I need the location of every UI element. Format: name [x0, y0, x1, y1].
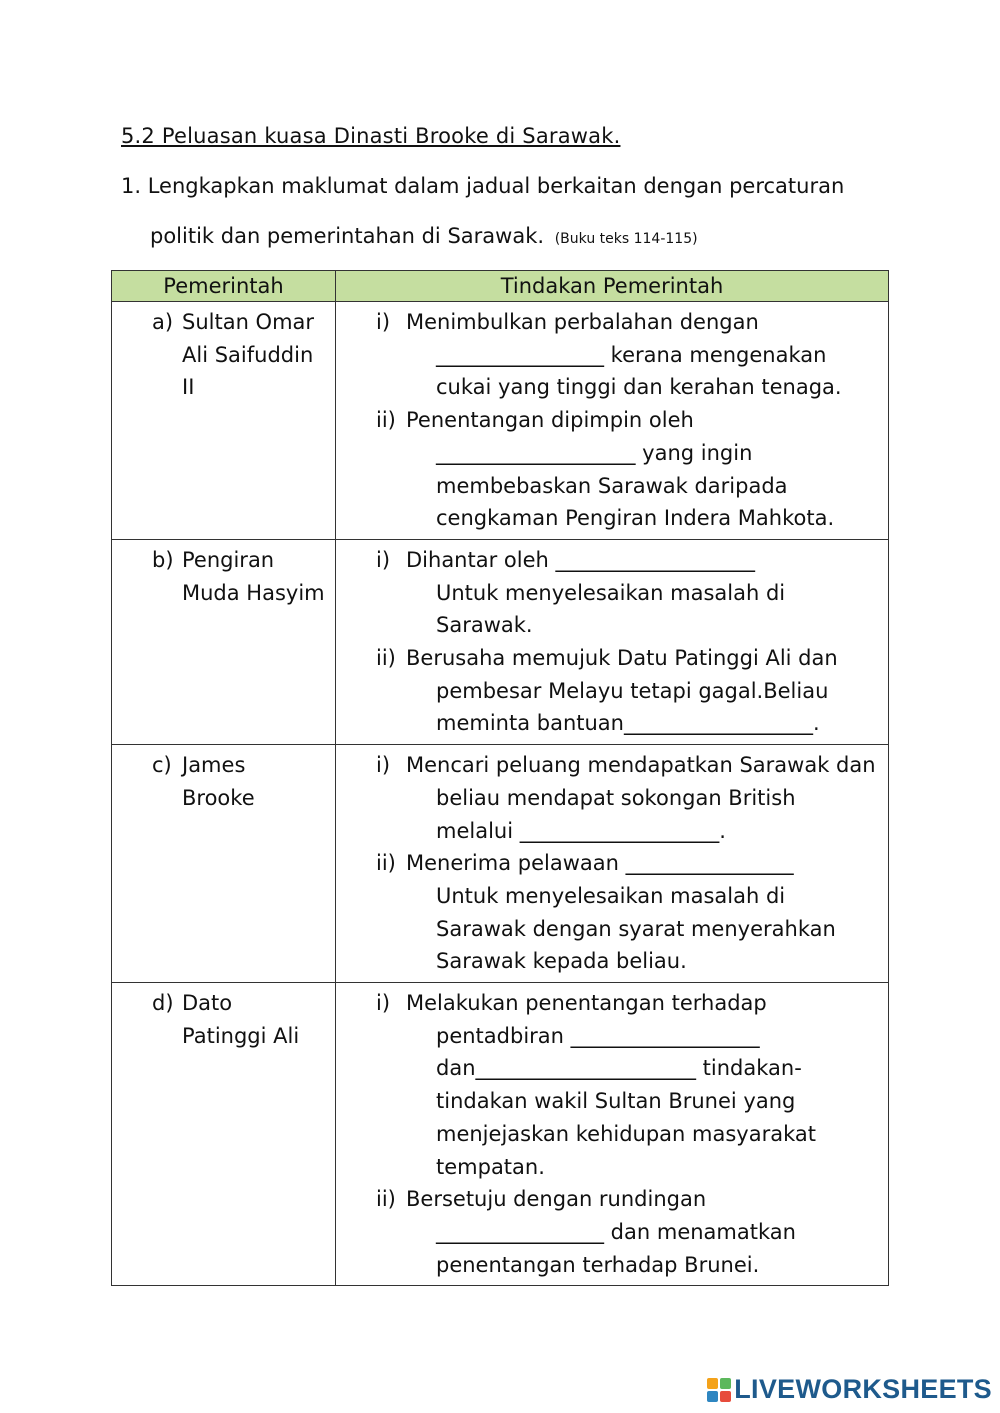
- actions-cell: [336, 983, 889, 1286]
- liveworksheets-branding: [707, 1374, 992, 1405]
- action-item: [336, 749, 888, 847]
- action-text-line: ___________________ yang ingin: [436, 440, 753, 465]
- action-text-line: membebaskan Sarawak daripada: [436, 473, 788, 498]
- ruler-name-line: Pengiran: [182, 547, 275, 572]
- table-header-row: [112, 271, 889, 302]
- ruler-cell: [112, 983, 336, 1286]
- brand-text: LIVEWORKSHEETS: [734, 1374, 992, 1404]
- ruler-cell: [112, 539, 336, 744]
- action-text-line: menjejaskan kehidupan masyarakat: [436, 1121, 816, 1146]
- action-number: ii): [376, 408, 396, 433]
- ruler-name-line: Patinggi Ali: [182, 1023, 300, 1048]
- table-row: [112, 302, 889, 540]
- action-number: ii): [376, 646, 396, 671]
- column-header-ruler: Pemerintah: [112, 271, 336, 302]
- action-text-line: tindakan wakil Sultan Brunei yang: [436, 1089, 796, 1114]
- ruler-name-line: II: [182, 375, 195, 400]
- table-row: [112, 983, 889, 1286]
- question-text-line2: [150, 224, 698, 248]
- action-text: [406, 847, 882, 978]
- action-text-line: melalui ___________________.: [436, 818, 726, 843]
- action-text-line: Penentangan dipimpin oleh: [406, 408, 694, 433]
- action-text-line: cengkaman Pengiran Indera Mahkota.: [436, 506, 835, 531]
- action-text-line: Dihantar oleh ___________________: [406, 547, 755, 572]
- action-item: [336, 847, 888, 978]
- ruler-cell: [112, 745, 336, 983]
- ruler-name-line: Brooke: [182, 785, 255, 810]
- action-text-line: Berusaha memujuk Datu Patinggi Ali dan: [406, 646, 838, 671]
- question-text-line1: 1. Lengkapkan maklumat dalam jadual berkaitan dengan percaturan: [121, 174, 845, 198]
- action-item: [336, 987, 888, 1183]
- action-number: i): [376, 547, 391, 572]
- action-number: i): [376, 753, 391, 778]
- row-label: c): [152, 753, 172, 778]
- ruler-name-line: Muda Hasyim: [182, 580, 325, 605]
- action-item: [336, 642, 888, 740]
- ruler-name-line: Sultan Omar: [182, 310, 315, 334]
- action-text: [406, 987, 882, 1183]
- actions-cell: [336, 302, 889, 540]
- action-text-line: Mencari peluang mendapatkan Sarawak dan: [406, 753, 876, 778]
- ruler-name-line: James: [182, 753, 246, 778]
- action-text-line: Sarawak kepada beliau.: [436, 949, 687, 974]
- ruler-name: [182, 544, 329, 609]
- row-label: d): [152, 991, 174, 1016]
- action-item: [336, 544, 888, 642]
- action-text: [406, 306, 882, 404]
- table-row: [112, 745, 889, 983]
- action-text-line: Sarawak.: [436, 613, 533, 638]
- action-item: [336, 404, 888, 535]
- action-text-line: beliau mendapat sokongan British: [436, 785, 796, 810]
- action-text: [406, 1183, 882, 1281]
- ruler-name: [182, 749, 329, 814]
- section-title: 5.2 Peluasan kuasa Dinasti Brooke di Sarawak.: [121, 124, 621, 148]
- question-text: politik dan pemerintahan di Sarawak.: [150, 224, 545, 248]
- row-label: a): [152, 310, 174, 334]
- ruler-name: [182, 306, 329, 404]
- action-text-line: Sarawak dengan syarat menyerahkan: [436, 916, 836, 941]
- action-text: [406, 544, 882, 642]
- column-header-actions: Tindakan Pemerintah: [336, 271, 889, 302]
- answer-table: [111, 270, 889, 1286]
- action-text: [406, 642, 882, 740]
- action-text: [406, 404, 882, 535]
- action-number: i): [376, 991, 391, 1016]
- row-label: b): [152, 547, 174, 572]
- action-number: i): [376, 310, 391, 334]
- action-number: ii): [376, 851, 396, 876]
- ruler-name-line: Dato: [182, 991, 233, 1016]
- ruler-cell: [112, 302, 336, 540]
- action-text-line: Melakukan penentangan terhadap: [406, 991, 767, 1016]
- action-text-line: Bersetuju dengan rundingan: [406, 1187, 707, 1212]
- action-text-line: penentangan terhadap Brunei.: [436, 1252, 760, 1277]
- logo-square: [720, 1378, 731, 1389]
- action-text-line: Untuk menyelesaikan masalah di: [436, 883, 786, 908]
- action-text-line: meminta bantuan__________________.: [436, 711, 820, 736]
- action-item: [336, 306, 888, 404]
- action-item: [336, 1183, 888, 1281]
- action-text-line: cukai yang tinggi dan kerahan tenaga.: [436, 375, 842, 400]
- action-text-line: Menimbulkan perbalahan dengan: [406, 310, 759, 334]
- logo-square: [720, 1391, 731, 1402]
- action-text-line: dan_____________________ tindakan-: [436, 1056, 802, 1081]
- liveworksheets-logo-icon: [707, 1378, 731, 1402]
- action-text-line: ________________ kerana mengenakan: [436, 342, 827, 367]
- table-row: [112, 539, 889, 744]
- action-text: [406, 749, 882, 847]
- ruler-name: [182, 987, 329, 1052]
- action-text-line: ________________ dan menamatkan: [436, 1219, 796, 1244]
- action-text-line: tempatan.: [436, 1154, 545, 1179]
- logo-square: [707, 1378, 718, 1389]
- actions-cell: [336, 745, 889, 983]
- textbook-reference: (Buku teks 114-115): [554, 231, 698, 247]
- action-text-line: pentadbiran __________________: [436, 1023, 760, 1048]
- logo-square: [707, 1391, 718, 1402]
- action-number: ii): [376, 1187, 396, 1212]
- actions-cell: [336, 539, 889, 744]
- action-text-line: pembesar Melayu tetapi gagal.Beliau: [436, 678, 829, 703]
- ruler-name-line: Ali Saifuddin: [182, 342, 314, 367]
- action-text-line: Menerima pelawaan ________________: [406, 851, 794, 876]
- action-text-line: Untuk menyelesaikan masalah di: [436, 580, 786, 605]
